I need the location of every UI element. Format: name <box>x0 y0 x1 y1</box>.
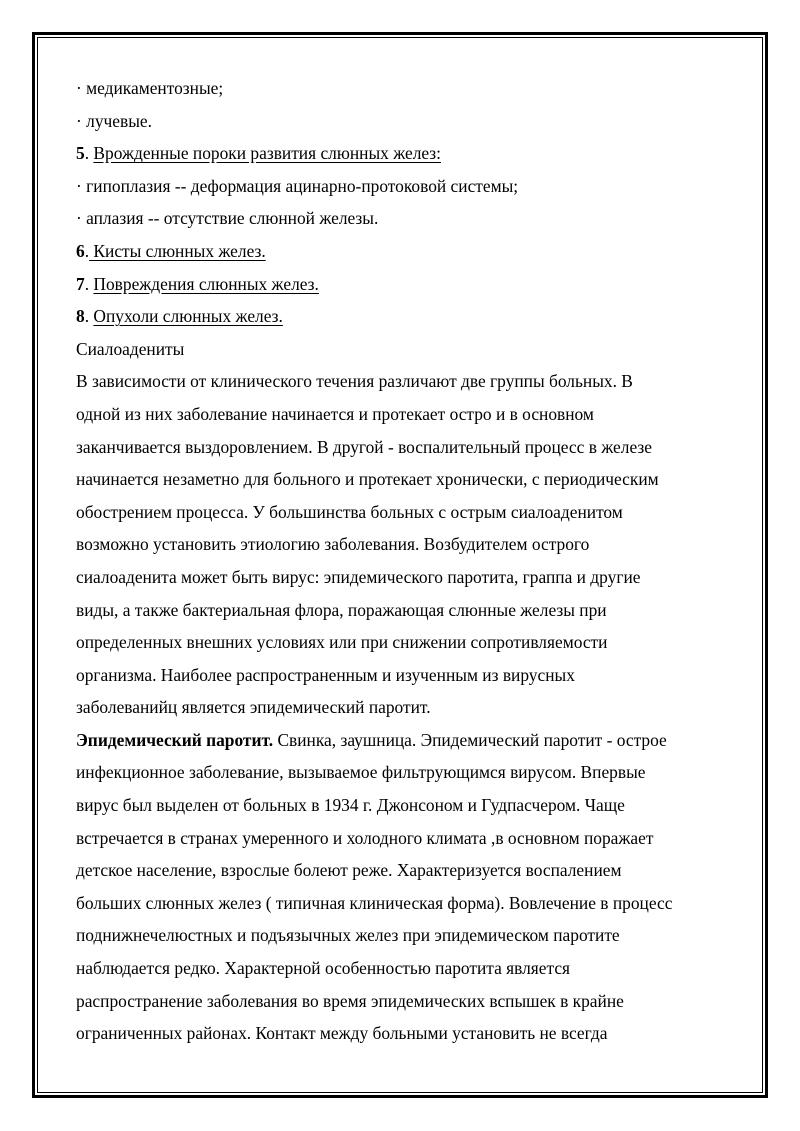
section-number: 8 <box>76 306 85 327</box>
paragraph-line: детское население, взрослые болеют реже. Характеризуется воспалением <box>76 860 622 881</box>
paragraph-line <box>76 724 736 757</box>
section-title: Опухоли слюнных желез. <box>93 306 283 327</box>
document-body <box>76 72 736 1050</box>
list-item: · гипоплазия -- деформация ацинарно-протоковой системы; <box>76 175 519 196</box>
section-heading-5: 5. Врожденные пороки развития слюнных желез: <box>76 143 442 164</box>
paragraph-line: определенных внешних условиях или при снижении сопротивляемости <box>76 632 608 653</box>
paragraph-line: поднижнечелюстных и подъязычных желез при эпидемическом паротите <box>76 925 620 946</box>
paragraph-line: одной из них заболевание начинается и протекает остро и в основном <box>76 403 594 424</box>
section-heading-8: 8. Опухоли слюнных желез. <box>76 306 283 327</box>
section-number: 5 <box>76 143 85 164</box>
paragraph-line: начинается незаметно для больного и протекает хронически, с периодическим <box>76 469 659 490</box>
paragraph-line: наблюдается редко. Характерной особенностью паротита является <box>76 958 571 979</box>
list-item: · аплазия -- отсутствие слюнной железы. <box>76 208 379 229</box>
paragraph-2 <box>76 724 736 1050</box>
section-title: Повреждения слюнных желез. <box>93 273 319 294</box>
paragraph-line: распространение заболевания во время эпидемических вспышек в крайне <box>76 990 624 1011</box>
paragraph-text: Свинка, заушница. Эпидемический паротит - острое <box>273 729 667 750</box>
paragraph-line: виды, а также бактериальная флора, поражающая слюнные железы при <box>76 599 607 620</box>
sialoadenitis-heading: Сиалоадениты <box>76 338 185 359</box>
paragraph-line: ограниченных районах. Контакт между больными установить не всегда <box>76 1023 608 1044</box>
section-title: Кисты слюнных желез. <box>89 240 266 261</box>
section-number: 6 <box>76 240 85 261</box>
paragraph-line: возможно установить этиологию заболевания. Возбудителем острого <box>76 534 590 555</box>
paragraph-line: В зависимости от клинического течения различают две группы больных. В <box>76 371 633 392</box>
list-item: · лучевые. <box>76 110 152 131</box>
section-title: Врожденные пороки развития слюнных желез: <box>93 143 442 164</box>
paragraph-line: заканчивается выздоровлением. В другой - воспалительный процесс в железе <box>76 436 652 457</box>
paragraph-1 <box>76 365 736 724</box>
list-item: · медикаментозные; <box>76 78 224 98</box>
paragraph-line: сиалоаденита может быть вирус: эпидемического паротита, граппа и другие <box>76 566 641 587</box>
paragraph-line: инфекционное заболевание, вызываемое фильтрующимся вирусом. Впервые <box>76 762 646 783</box>
mumps-term: Эпидемический паротит. <box>76 729 274 750</box>
paragraph-line: организма. Наиболее распространенным и изученным из вирусных <box>76 664 575 685</box>
paragraph-line: вирус был выделен от больных в 1934 г. Джонсоном и Гудпасчером. Чаще <box>76 795 625 816</box>
paragraph-line: больших слюнных желез ( типичная клиническая форма). Вовлечение в процесс <box>76 892 673 913</box>
paragraph-line: заболеванийц является эпидемический паротит. <box>76 697 431 718</box>
section-heading-6: 6. Кисты слюнных желез. <box>76 240 266 261</box>
paragraph-line: встречается в странах умеренного и холодного климата ,в основном поражает <box>76 827 654 848</box>
paragraph-line: обострением процесса. У большинства больных с острым сиалоаденитом <box>76 501 623 522</box>
section-heading-7: 7. Повреждения слюнных желез. <box>76 273 319 294</box>
section-number: 7 <box>76 273 85 294</box>
